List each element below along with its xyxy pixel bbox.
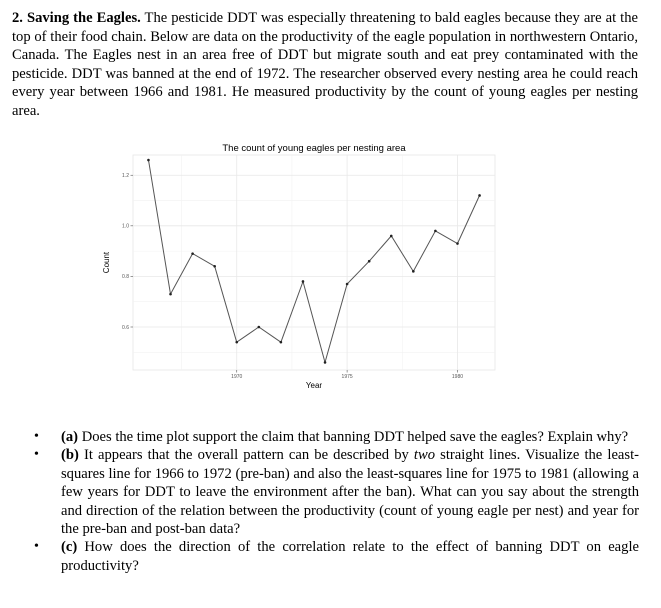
- eagle-productivity-chart: [98, 138, 498, 388]
- question-b-label: (b): [61, 447, 79, 464]
- data-point: [478, 194, 481, 197]
- data-point: [258, 326, 261, 329]
- data-point: [235, 341, 238, 344]
- question-b-text-before: It appears that the overall pattern can be described by: [83, 447, 409, 464]
- data-point: [346, 283, 349, 286]
- data-point: [147, 159, 150, 162]
- chart-svg: [98, 138, 498, 388]
- x-tick-label: 1980: [451, 374, 464, 380]
- bullet-icon: •: [34, 447, 39, 463]
- data-point: [302, 280, 305, 283]
- data-point: [191, 252, 194, 255]
- chart-title: The count of young eagles per nesting area: [222, 143, 406, 154]
- problem-title: Saving the Eagles.: [26, 10, 141, 26]
- question-b: [0, 446, 661, 538]
- bullet-icon: •: [34, 539, 39, 555]
- y-axis-title: Count: [102, 251, 111, 274]
- question-b-emphasis: two: [413, 447, 436, 464]
- y-tick-label: 0.6: [122, 324, 129, 331]
- data-point: [324, 361, 327, 364]
- data-point: [456, 242, 459, 245]
- bullet-icon: •: [34, 429, 39, 444]
- question-c-label: (c): [61, 539, 78, 556]
- question-list: [0, 428, 661, 575]
- question-a: [0, 428, 661, 446]
- x-tick-label: 1970: [231, 374, 243, 380]
- question-c: [0, 538, 661, 575]
- problem-number: 2.: [12, 10, 23, 26]
- data-point: [412, 270, 415, 273]
- question-c-text: How does the direction of the correlation relate to the effect of banning DDT on eagle productivity?: [61, 539, 639, 574]
- y-tick-label: 0.8: [122, 274, 129, 281]
- y-tick-label: 1.2: [122, 173, 129, 180]
- question-a-label: (a): [61, 429, 79, 445]
- problem-statement: [12, 9, 638, 121]
- question-a-text: Does the time plot support the claim that banning DDT helped save the eagles? Explain why?: [81, 429, 629, 445]
- x-axis-title: Year: [305, 381, 323, 390]
- data-point: [368, 260, 371, 263]
- data-point: [390, 235, 393, 238]
- data-point: [280, 341, 283, 344]
- x-tick-label: 1975: [341, 374, 353, 380]
- y-tick-label: 1.0: [122, 223, 129, 230]
- question-b-text-after: straight lines. Visualize the least-squares line for 1966 to 1972 (pre-ban) and also the least-squares line for 1975 to 1981 (allowing a few years for DDT to leave the environment after the ban). What can you say about the strength and direction of the relation between the productivity (count of young eagle per nest) and year for the pre-ban and post-ban data?: [61, 447, 639, 538]
- data-point: [213, 265, 216, 268]
- data-point: [434, 230, 437, 233]
- problem-body: The pesticide DDT was especially threatening to bald eagles because they are at the top of their food chain. Below are data on the productivity of the eagle population in northwestern Ontario, Canada. The Eagles nest in an area free of DDT but migrate south and eat prey contaminated with the pesticide. DDT was banned at the end of 1972. The researcher observed every nesting area he could reach every year between 1966 and 1981. He measured productivity by the count of young eagles per nesting area.: [12, 10, 638, 119]
- problem-heading: [12, 10, 141, 26]
- data-point: [169, 293, 172, 296]
